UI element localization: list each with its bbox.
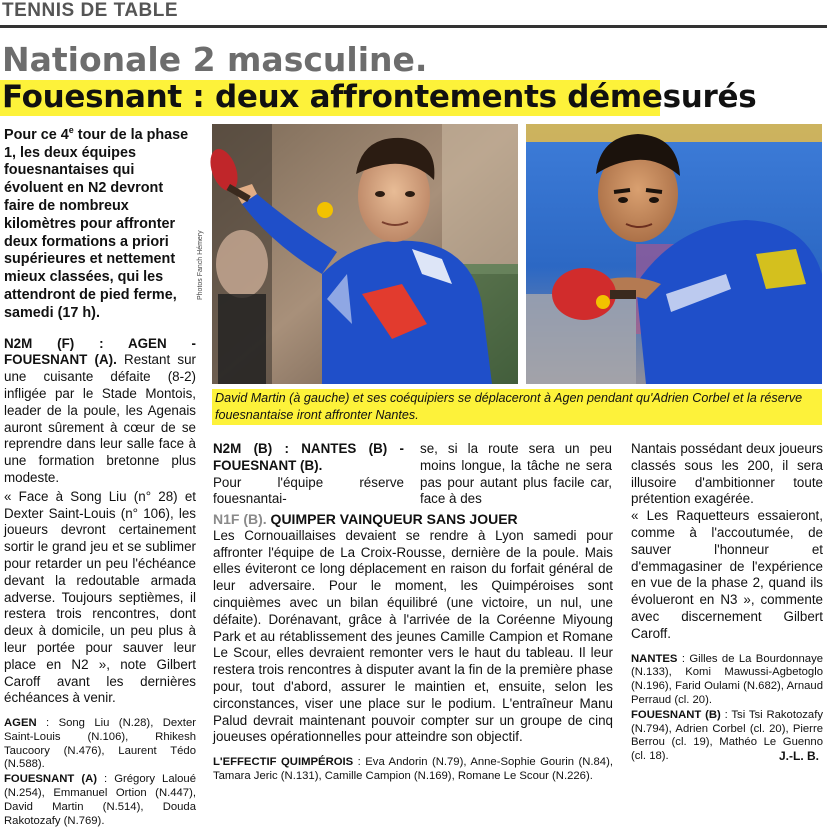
roster-agen: AGEN : Song Liu (N.28), Dexter Saint-Louis (N.106), Rhikesh Taucoory (N.476), Laurent Tédo (N.588). bbox=[4, 717, 196, 771]
middle-column-top bbox=[213, 441, 404, 508]
photo-credit: Photos Fanch Hémery bbox=[197, 230, 204, 300]
middle2-column-top bbox=[420, 441, 612, 508]
section-agen-heading: N2M (F) : AGEN - FOUESNANT (A). bbox=[4, 335, 196, 368]
section-rubric: TENNIS DE TABLE bbox=[2, 0, 179, 21]
section-agen-quote: « Face à Song Liu (n° 28) et Dexter Saint-Louis (n° 106), les joueurs devront certainement sortir le grand jeu et se sublimer pour retarder un peu l'échéance devant la redoutable armada adverse. Toujours septièmes, il restera trois rencontres, dont deux à domicile, un peu plus à leur portée pour sauver leur place en N2 », note Gilbert Caroff avant les dernières échéances à venir. bbox=[4, 488, 196, 706]
section-nantes-quote: « Les Raquetteurs essaieront, comme à l'accoutumée, de sauver l'honneur et d'emmagasiner de l'expérience en vue de la phase 2, quand ils évolueront en N3 », commente avec discernement Gilbert Caroff. bbox=[631, 508, 823, 641]
section-nantes-text-3: Nantais possédant deux joueurs classés sous les 200, il sera illusoire d'ambitionner toute prétention exagérée. bbox=[631, 441, 823, 507]
roster-quimper: L'EFFECTIF QUIMPÉROIS : Eva Andorin (N.79), Anne-Sophie Gourin (N.84), Tamara Jeric (N.131), Camille Campion (N.169), Romane Le Scour (N.226). bbox=[213, 756, 613, 782]
section-nantes-heading: N2M (B) : NANTES (B) - FOUESNANT (B). bbox=[213, 441, 404, 473]
photo-caption: David Martin (à gauche) et ses coéquipiers se déplaceront à Agen pendant qu'Adrien Corbel et la réserve fouesnantaise iront affronter Nantes. bbox=[215, 391, 803, 422]
photo-adrien-corbel-illustration bbox=[526, 124, 822, 384]
section-nantes-text-2: se, si la route sera un peu moins longue, la tâche ne sera pas pour autant plus facile car, face à des bbox=[420, 441, 612, 507]
intro-paragraph: Pour ce 4e tour de la phase 1, les deux équipes fouesnantaises qui évoluent en N2 devront faire de nombreux kilomètres pour affronter deux formations a priori supérieures et nettement mieux classées, qui les attendront de pied ferme, samedi (17 h). bbox=[4, 125, 189, 321]
rubric-divider bbox=[0, 25, 827, 28]
section-quimper-paragraph: Les Cornouaillaises devaient se rendre à Lyon samedi pour affronter l'équipe de La Croix-Rousse, dernière de la poule. Mais elles éviteront ce long déplacement en raison du forfait général de leur adversaire. Pour le moment, les Quimpéroises sont cinquièmes avec un bilan équilibré (une victoire, un nul, une défaite). Dorénavant, grâce à l'arrivée de la Coréenne Miyoung Park et au rétablissement des jeunes Camille Campion et Romane Le Scour, elles devraient remonter vers le haut du tableau. Il leur restera trois rencontres à disputer avant la fin de la première phase pour, tout d'abord, assurer le maintien et, ensuite, selon les circonstances, viser une place sur le podium. L'entraîneur Manu Palud devrait maintenant pouvoir compter sur un groupe de cinq joueuses opérationnelles pour atteindre son objectif. bbox=[213, 527, 613, 745]
right-column bbox=[631, 441, 823, 764]
photo-adrien-corbel bbox=[526, 124, 822, 384]
photo-david-martin bbox=[212, 124, 518, 384]
left-column bbox=[4, 122, 196, 828]
section-nantes-paragraph-start bbox=[213, 441, 404, 475]
roster-fouesnant-a: FOUESNANT (A) : Grégory Laloué (N.254), Emmanuel Ortion (N.447), David Martin (N.514), Douda Rakotozafy (N.769). bbox=[4, 773, 196, 827]
section-quimper-heading: N1F (B). QUIMPER VAINQUEUR SANS JOUER bbox=[213, 511, 518, 527]
section-agen-paragraph: N2M (F) : AGEN - FOUESNANT (A). Restant sur une cuisante défaite (8-2) infligée par le Stade Montois, leader de la poule, les Agenais auront sûrement à cœur de se reprendre dans leur salle face à une formation bretonne plus modeste. bbox=[4, 335, 196, 485]
roster-fouesnant-b: FOUESNANT (B) : Tsi Tsi Rakotozafy (N.794), Adrien Corbel (cl. 20), Pierre Berrou (cl. 19), Mathéo Le Guenno (cl. 18). bbox=[631, 708, 823, 763]
section-nantes-text-1: Pour l'équipe réserve fouesnantai- bbox=[213, 474, 404, 507]
author-signature: J.-L. B. bbox=[778, 749, 819, 763]
quimper-block bbox=[213, 511, 613, 784]
roster-nantes: NANTES : Gilles de La Bourdonnaye (N.133), Komi Mawussi-Agbetoglo (N.196), Farid Oulami (N.682), Arnaud Perraud (cl. 20). bbox=[631, 652, 823, 706]
photo-david-martin-illustration bbox=[212, 124, 518, 384]
article-kicker: Nationale 2 masculine. bbox=[2, 40, 428, 79]
article-headline: Fouesnant : deux affrontements démesurés bbox=[2, 79, 757, 115]
